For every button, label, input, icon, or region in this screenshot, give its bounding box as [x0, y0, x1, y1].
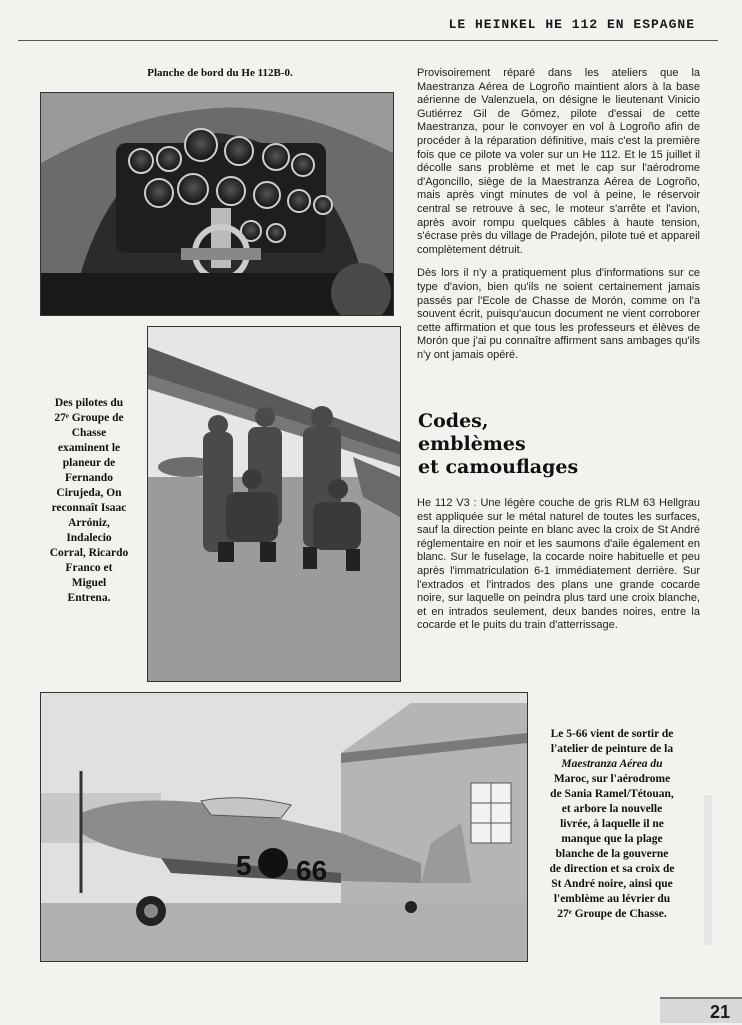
aircraft-caption-line: de Sania Ramel/Tétouan, [550, 788, 674, 800]
pilots-caption-line: Indalecio [66, 532, 112, 544]
margin-bleed-mark [700, 795, 716, 945]
article-paragraph: He 112 V3 : Une légère couche de gris RLM 63 Hellgrau est appliquée sur le métal naturel de toutes les surfaces, sauf la direction peinte en blanc avec la croix de St André réglementaire en noir et les saumons d'aile également en blanc. Sur le fuselage, la cocarde noire habituelle et peu après l'immatriculation 6-1 immédiatement derrière. Sur l'extrados et l'intrados des plans une grande cocarde noire, sur laquelle on peindra plus tard une croix blanche, et en intrados seulement, deux bandes noires, entre la cocarde et le puits du train d'atterrissage. [417, 497, 700, 632]
aircraft-caption-line: et arbore la nouvelle [561, 803, 663, 815]
section-title-line: Codes, [418, 410, 489, 432]
pilots-illustration [148, 327, 400, 681]
pilots-caption-line: Entrena. [67, 592, 111, 604]
pilots-caption-line: planeur de [62, 457, 116, 469]
aircraft-caption-line: l'atelier de peinture de la [550, 743, 674, 755]
aircraft-photo-caption [532, 727, 692, 922]
pilots-caption-line: reconnaît Isaac [51, 502, 127, 514]
aircraft-caption-line: livrée, à laquelle il ne [560, 818, 664, 830]
article-paragraph: Dès lors il n'y a pratiquement plus d'informations sur ce type d'avion, bien qu'ils ne soient certainement jamais passés par l'Ecole de Chasse de Morón, comme on l'a souvent écrit, puisqu'aucun document ne vient corroborer cette affirmation et que tous les professeurs et élèves de Morón que j'ai pu connaître affirment sans ambages qu'ils n'y ont jamais opéré. [417, 267, 700, 361]
aircraft-caption-line: St André noire, ainsi que [551, 878, 673, 890]
aircraft-caption-line: manque que la plage [561, 833, 663, 845]
fuselage-code-right: 66 [296, 855, 328, 886]
aircraft-photo [40, 692, 528, 962]
pilots-caption-line: Des pilotes du [54, 397, 124, 409]
pilots-photo-caption [36, 396, 142, 606]
aircraft-caption-line: blanche de la gouverne [555, 848, 669, 860]
cockpit-photo-caption: Planche de bord du He 112B-0. [147, 67, 293, 79]
aircraft-caption-line: 27ᵉ Groupe de Chasse. [557, 908, 667, 920]
pilots-caption-line: Fernando [65, 472, 113, 484]
article-paragraph: Provisoirement réparé dans les ateliers que la Maestranza Aérea de Logroño maintient alors à la base aérienne de Valenzuela, on désigne le lieutenant Vinicio Gutiérrez Gil de Gómez, pilote d'essai de cette Maestranza, pour le convoyer en vol à Logroño afin de procéder à la réparation définitive, mais c'est la première fois que ce pilote va voler sur un He 112. Et le 15 juillet il décolle sans problème et met le cap sur l'aérodrome d'Agoncillo, siège de la Maestranza Aérea de Logroño, mais après vingt minutes de vol à peine, le réservoir central se retrouve à sec, le moteur s'arrête et l'avion, après avoir rompu quelques câbles à haute tension, s'écrase près du village de Pradejón, pilote tué et appareil complètement détruit. [417, 67, 700, 256]
section-title-line: emblèmes [418, 433, 526, 455]
section-title-line: et camouflages [418, 456, 579, 478]
header-rule [18, 40, 718, 41]
aircraft-caption-line: de direction et sa croix de [549, 863, 675, 875]
pilots-caption-line: Franco et [65, 562, 113, 574]
cockpit-illustration [41, 93, 393, 315]
aircraft-illustration [41, 693, 527, 961]
pilots-caption-line: Arróniz, [68, 517, 110, 529]
article-column-2 [417, 497, 700, 643]
cockpit-photo [40, 92, 394, 316]
article-column [417, 67, 700, 372]
pilots-caption-line: Cirujeda, On [56, 487, 122, 499]
pilots-caption-line: Miguel [71, 577, 107, 589]
pilots-photo [147, 326, 401, 682]
running-title: LE HEINKEL HE 112 EN ESPAGNE [448, 17, 695, 32]
pilots-caption-line: 27ᵉ Groupe de [54, 412, 124, 424]
aircraft-caption-line: Maestranza Aérea du [561, 758, 663, 770]
aircraft-caption-line: Maroc, sur l'aérodrome [553, 773, 671, 785]
pilots-caption-line: Corral, Ricardo [49, 547, 129, 559]
aircraft-caption-line: Le 5-66 vient de sortir de [550, 728, 674, 740]
pilots-caption-line: examinent le [57, 442, 121, 454]
aircraft-caption-line: l'emblème au lévrier du [553, 893, 671, 905]
section-title [418, 410, 698, 479]
pilots-caption-line: Chasse [71, 427, 107, 439]
page-number: 21 [660, 997, 742, 1023]
fuselage-code-left: 5 [236, 850, 252, 881]
